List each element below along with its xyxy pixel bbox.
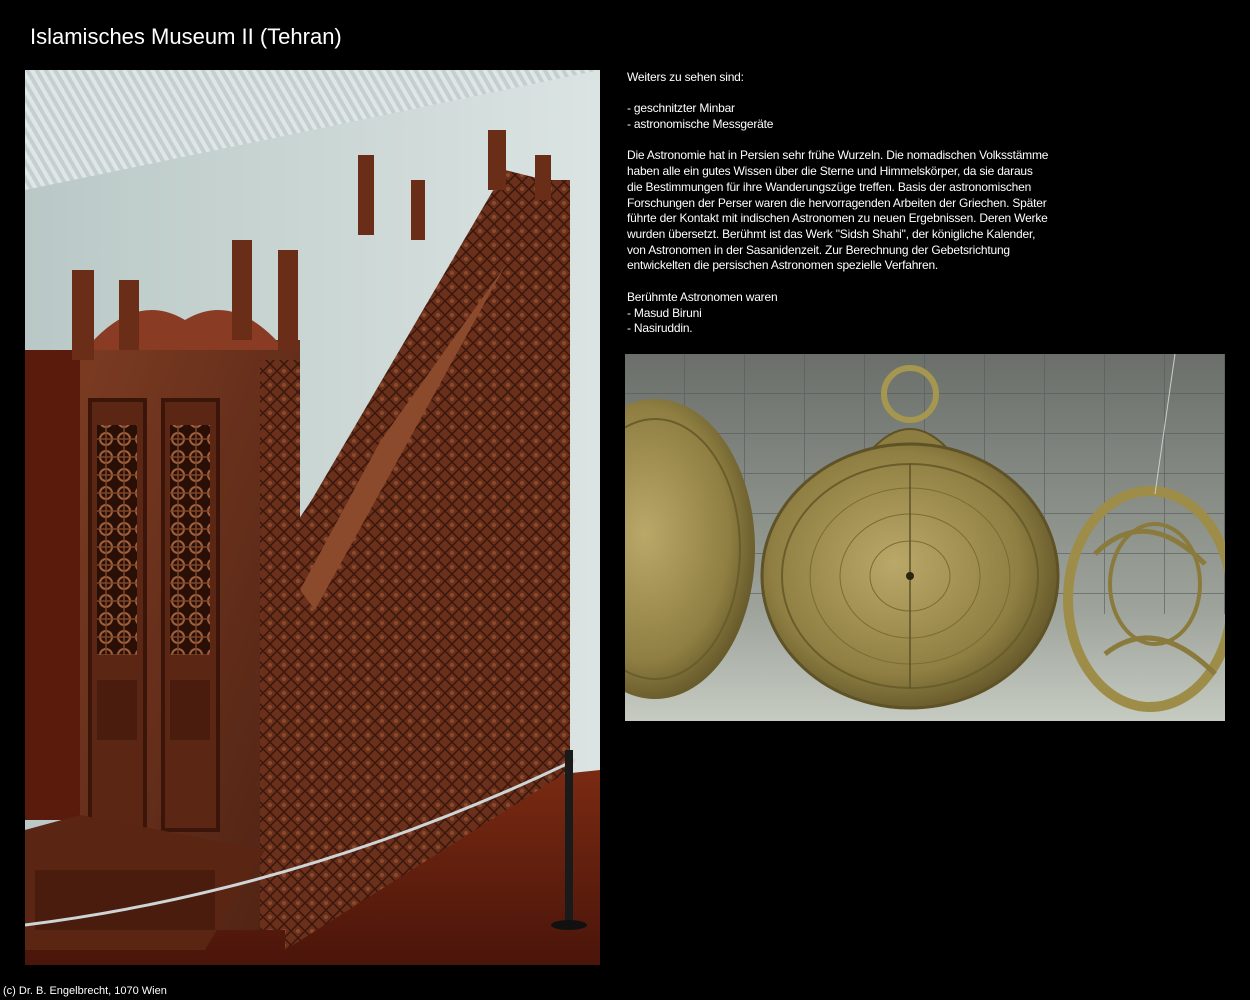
astrolabe-photo bbox=[625, 354, 1225, 721]
minbar-illustration bbox=[25, 70, 600, 965]
copyright-text: (c) Dr. B. Engelbrecht, 1070 Wien bbox=[3, 985, 167, 997]
list-item: - geschnitzter Minbar bbox=[627, 101, 735, 116]
paragraph-line: von Astronomen in der Sasanidenzeit. Zur Berechnung der Gebetsrichtung bbox=[627, 242, 1010, 257]
paragraph-line: führte der Kontakt mit indischen Astronomen zu neuen Ergebnissen. Deren Werke bbox=[627, 211, 1048, 226]
list-item: - Nasiruddin. bbox=[627, 321, 693, 336]
paragraph-line: entwickelten die persischen Astronomen spezielle Verfahren. bbox=[627, 258, 939, 273]
description-text bbox=[627, 70, 1077, 337]
page-title: Islamisches Museum II (Tehran) bbox=[30, 24, 342, 49]
list-item: - Masud Biruni bbox=[627, 305, 702, 320]
intro-line: Weiters zu sehen sind: bbox=[627, 70, 744, 84]
list-item: - astronomische Messgeräte bbox=[627, 117, 774, 132]
paragraph-line: haben alle ein gutes Wissen über die Sterne und Himmelskörper, da sie daraus bbox=[627, 164, 1033, 179]
paragraph-line: die Bestimmungen für ihre Wanderungszüge treffen. Basis der astronomischen bbox=[627, 179, 1032, 194]
paragraph-line: Die Astronomie hat in Persien sehr frühe Wurzeln. Die nomadischen Volksstämme bbox=[627, 148, 1049, 163]
astrolabe-illustration bbox=[625, 354, 1225, 721]
astronomers-heading: Berühmte Astronomen waren bbox=[627, 289, 778, 304]
paragraph-line: Forschungen der Perser waren die hervorragenden Arbeiten der Griechen. Später bbox=[627, 195, 1047, 210]
minbar-photo bbox=[25, 70, 600, 965]
paragraph-line: wurden übersetzt. Berühmt ist das Werk "Sidsh Shahi", der königliche Kalender, bbox=[627, 227, 1036, 241]
